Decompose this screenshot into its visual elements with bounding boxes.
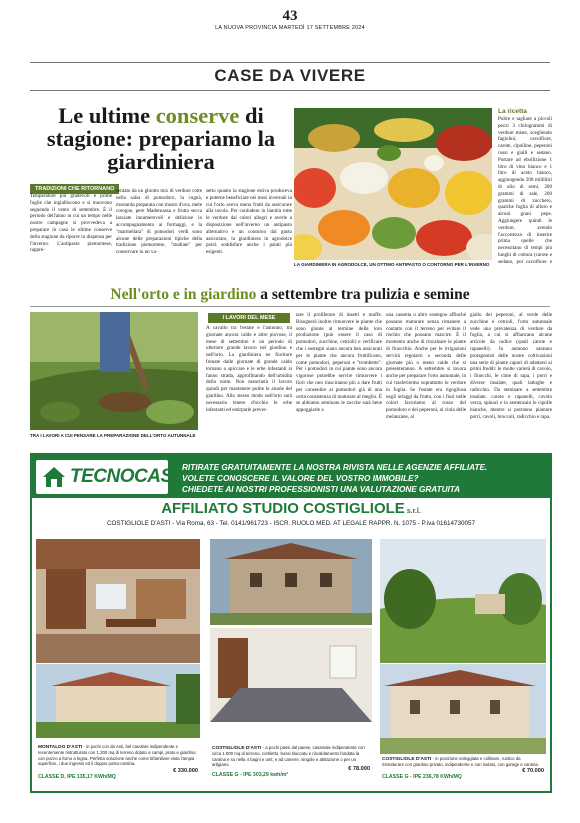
listing2-interior-photo <box>210 628 372 722</box>
tecnocasa-logo-text: TECNOCASA <box>70 466 186 487</box>
listing2-text: COSTIGLIOLE D'ASTI - a pochi passi dal paese, casamale indipendente con circa 1.000 mq di terreno, cortiletto, bossi tiluccatu e riscaldamento fondata la cantina e su nella 4 bagni e unit; e ad camere, singole e abitazione o per un artigiano. <box>212 745 365 768</box>
ad-line-3: CHIEDETE AI NOSTRI PROFESSIONISTI UNA VALUTAZIONE GRATUITA <box>182 485 461 494</box>
listing1-interior-photo <box>36 539 200 663</box>
listing3-landscape-photo <box>380 539 546 663</box>
kicker-tradizioni: TRADIZIONI CHE RITORNANO <box>30 184 119 194</box>
kicker-lavori: I LAVORI DEL MESE <box>208 313 290 323</box>
section-title: CASE DA VIVERE <box>214 66 366 85</box>
listing2-exterior-photo <box>210 539 372 625</box>
headline-orto: Nell'orto e in giardino a settembre tra pulizia e semine <box>110 286 470 303</box>
giardiniera-photo <box>294 108 492 260</box>
listing3-house-photo <box>380 664 546 754</box>
ad-line-2: VOLETE CONOSCERE IL VALORE DEL VOSTRO IMMOBILE? <box>182 474 419 483</box>
recipe-title: La ricetta <box>498 108 527 115</box>
article1-col2: sentato da un ghiotto mix di verdure cotte nella salsa di pomodoro, la cugnà, mostarda preparata con mosto d'uva, mele cotogne, pere Madernassa e frutta secca lasciate innumerevoli e deliziose in accompagnamento ai formaggi, e la "marmellata" di pomodori verdi sono alcune delle preparazioni tipiche della tradizione piemontese, "studiate" per conservare in un va- <box>116 188 202 256</box>
listing2-price: € 78.000 <box>348 766 370 772</box>
studio-address: COSTIGLIOLE D'ASTI - Via Roma, 63 - Tel. 0141/961723 - ISCR. RUOLO MED. AT LEGALE RAPPR. N. 1075 - P.iva 01614730057 <box>106 520 476 527</box>
headline-conserve: Le ultime conserve di stagione: prepariamo la giardiniera <box>46 103 276 174</box>
recipe-text: Pulire e tagliare a piccoli pezzi 3 chilogrammi di verdure miste, scegliendo fagiolini, cavolfiore, carote, cipolline, peperoni rossi e gialli e sedano. Portare ad ebollizione 1 litro di vino bianco e 1 litro di aceto bianco, aggiungendo 200 millilitri di olio di semi, 200 grammi di sale, 200 grammi di zucchero, qualche foglia di alloro e alcuni grani pepe. Aggiungere quindi le verdure, avendo l'accortezza di inserire prima quelle che necessitano di tempi più lunghi di cottura (carote e sedano, poi cavolfiore e <box>498 116 552 265</box>
studio-name: AFFILIATO STUDIO COSTIGLIOLE s.r.l. <box>161 500 421 517</box>
page-number: 43 <box>282 8 298 24</box>
listing1-energy-class: CLASSE D, IPE 135,17 KWh/MQ <box>38 774 116 780</box>
article1-col1: Temperature più gradevoli e prime foglie che ingialliscono e si muovono seguendo il vento di settembre. È il periodo dell'anno in cui un tempo nelle nostre campagne si provvedeva a preparare in casa le ultime conserve della stagione da riporre in dispensa per l'inverno. L'antipasto piemontese, rappre- <box>30 193 112 254</box>
newspaper-date: LA NUOVA PROVINCIA MARTEDÌ 17 SETTEMBRE 2024 <box>215 25 365 31</box>
garden-caption: TRA I LAVORI A CUI PENSARE LA PREPARAZIONE DELL'ORTO AUTUNNALE <box>30 433 196 438</box>
listing1-price: € 330.000 <box>173 768 198 774</box>
article2-col2: tare il proliferare di insetti e muffe. Bisognerà inoltre rimuovere le piante che sono giunte al termine della loro produzione (può essere il caso di pomodori, zucchine, cetrioli) e verificare che i sostegni siano ancora ben assicurati per le piante che ancora fruttificano, come pomodori, peperoni e "trombette". Per i pomodori in cui piante sono ancora vigorose potrebbe servire rimuovere i fiori che non riusciranno più a dare frutti per consentire ai pomodori già di una certa consistenza di maturare al meglio. È se abbiamo seminato le zucche sarà bene appoggiarle a <box>296 312 382 414</box>
giardiniera-caption: LA GIARDINIERA IN AGRODOLCE, UN OTTIMO ANTIPASTO O CONTORNO PER L'INVERNO <box>294 262 490 267</box>
listing1-exterior-photo <box>36 664 200 738</box>
listing1-text: MONTALDO D'ASTI - in pochi con da Asti, bel casolare indipendente e recentemente ristrutturato con 1.200 mq di terreno dotato a campi, prato e giardino, con pozzo a forno a legna. Perfetta soluzione anche come bifamiliare vista l'ampia superficie, i due ingressi ed il doppio posto-cantina. <box>38 744 197 767</box>
listing3-text: COSTIGLIOLE D'ASTI - in posizione soleggiata e collinare, rustico da ristrutturare con giardino privato, indipendente e non isolato, con garage e cantina. <box>382 756 539 768</box>
article2-col1: A cavallo tra l'estate e l'autunno, tra giornate ancora calde e altre piovose, il mese di settembre è un periodo di ulteriore grande lavoro nel giardino e nell'orto. La giardiniera ne fioriture frenate dalle giornate di grande caldo tornano a spiccare e le erbe infestanti si fanno strada, approfittando dell'umidità della notte. Non mancherà il lavoro quindi per mantenere pulite le aiuole del giardino. Allo stesso modo nell'orto sarà necessario tenere d'occhio le erbe infestanti ed estirparle prever- <box>206 325 292 413</box>
top-rule <box>30 62 550 63</box>
listing3-price: € 70.000 <box>522 768 544 774</box>
listing2-energy-class: CLASSE G - IPE 303,29 kwh/m² <box>212 772 289 778</box>
section-rule <box>30 90 550 91</box>
article1-col3: setto quanto la stagione estiva produceva e poterne beneficiare nei mesi invernali in cui l'orto aveva meno frutti da assicurare alla tavola. Per conludere in bantità tutte le verdure dai colori allegri e averle a disposizione nell'inverno un antipasto alternativo e un contorno dal gusto assicurato, la giardiniera in agrodolce potrà soddisfare anche i palati più esigenti. <box>206 188 292 256</box>
article2-col3: una cassetta o altro sostegno affinché possano maturare senza rimanere a contatto con il terreno per evitare il rischio che possano marcire. È il momento anche di rincalzare le piante di finocchio. Anche per le irrigazioni servirà regolarsi a seconda delle giornate più o meno calde che si presenteranno. A settembre si lavora anche per preparare l'orto autunnale, in cui trasferiremo soprattutto le verdure in foglia. Se l'estate era rigogliosa negli ortaggi da frutto, con i fiori nelle colori favoriamo al rosso del pomodoro e dei peperoni, al viola delle melanzane, al <box>386 312 466 420</box>
house-logo-icon <box>40 463 68 491</box>
listing3-energy-class: CLASSE G - IPE 236,78 KWh/MQ <box>382 774 462 780</box>
ad-line-1: RITIRATE GRATUITAMENTE LA NOSTRA RIVISTA NELLE AGENZIE AFFILIATE. <box>182 463 488 472</box>
garden-photo <box>30 312 198 430</box>
article2-col4: giallo dei peperoni, al verde delle zucchine e cetrioli, l'orto autunnale vede una prevalenza di verdure da foglia, a cui si affiancano alcune articole da radice (quali carote e rapanelli). In autunno saranno protagonisti delle nostre coltivazioni una serie di piante capaci di adattarsi ai primi freddi: le molte varietà di cavolo, i finocchi, le cime di rapa, i porri e diverse insalate, quali lattughe e radicchio. Da seminare a settembre insalate, carote e rapanelli, cavolo verza, spinaci e in semenzaio le cipolle bianche, mentre si potranno piantare porri, cavoli, broccoli, radicchio e rapa. <box>470 312 552 420</box>
headline2-rule <box>30 306 550 307</box>
